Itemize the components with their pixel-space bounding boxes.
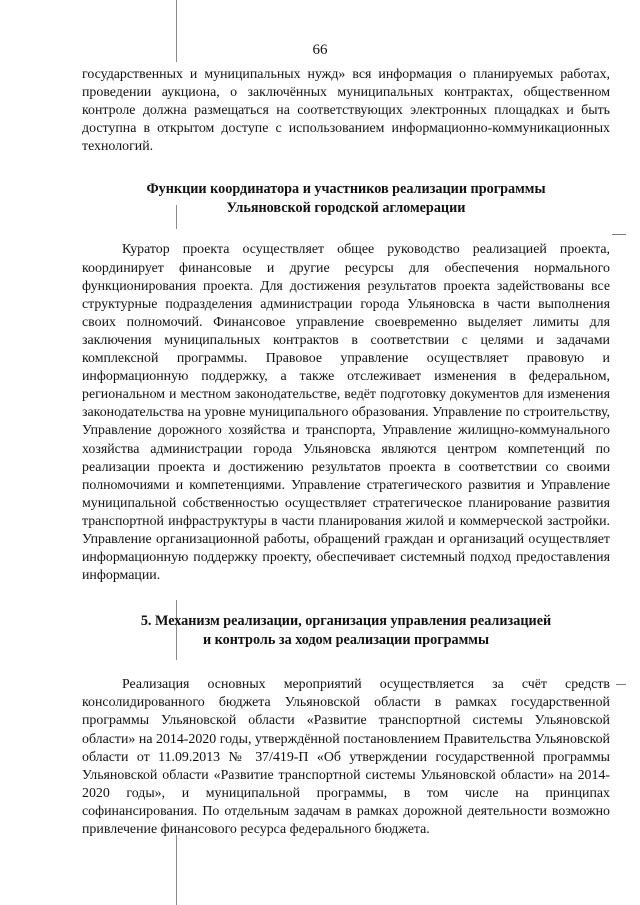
mechanism-heading [82,612,610,649]
functions-heading-line-1: Функции координатора и участников реализации программы [146,181,546,198]
edge-mark-right-1 [612,234,626,235]
mechanism-paragraph: Реализация основных мероприятий осуществляется за счёт средств консолидированного бюджета Ульяновской области в рамках государственной программы Ульяновской области «Развитие транспортной системы Ульяновской области» на 2014-2020 годы, утверждённой постановлением Правительства Ульяновской области от 11.09.2013 № 37/419-П «Об утверждении государственной программы Ульяновской области «Развитие транспортной системы Ульяновской области» на 2014-2020 годы», и муниципальной программы, в том числе на принципах софинансирования. По отдельным задачам в рамках дорожной деятельности возможно привлечение финансового ресурса федерального бюджета. [82,677,610,837]
mechanism-heading-line-1: 5. Механизм реализации, организация управления реализацией [140,613,552,630]
mechanism-heading-line-2: и контроль за ходом реализации программы [202,631,490,648]
binder-line-bottom [176,835,177,905]
functions-paragraph: Куратор проекта осуществляет общее руководство реализацией проекта, координирует финансовые и другие ресурсы для обеспечения нормального функционирования проекта. Для достижения результатов проекта задействованы все структурные подразделения администрации города Ульяновска в части выполнения своих полномочий. Финансовое управление своевременно выделяет лимиты для заключения муниципальных контрактов в соответствии с целями и задачами комплексной программы. Правовое управление осуществляет правовую и информационную поддержку, а также отслеживает изменения в федеральном, региональном и местном законодательстве, ведёт подготовку документов для изменения законодательства на уровне муниципального образования. Управление по строительству, Управление дорожного хозяйства и транспорта, Управление жилищно-коммунального хозяйства администрации города Ульяновска являются центром компетенций по реализации проекта и достижению результатов проекта в соответствии со своими полномочиями и компетенциями. Управление стратегического развития и Управление муниципальной собственностью осуществляет стратегическое планирование развития транспортной инфраструктуры в части планирования жилой и коммерческой застройки. Управление организационной работы, обращений граждан и организаций осуществляет информационную поддержку проекту, обеспечивает системный подход предоставления информации. [82,242,610,584]
page-number: 66 [312,42,328,58]
edge-mark-right-2 [616,684,626,685]
functions-heading [82,180,610,217]
functions-heading-line-2: Ульяновской городской агломерации [226,199,466,216]
document-body [82,66,610,839]
intro-paragraph: государственных и муниципальных нужд» вся информация о планируемых работах, проведении аукциона, о заключённых муниципальных контрактах, общественном контроле должна размещаться на соответствующих электронных площадках и быть доступна в открытом доступе с использованием информационно-коммуникационных технологий. [82,67,610,155]
